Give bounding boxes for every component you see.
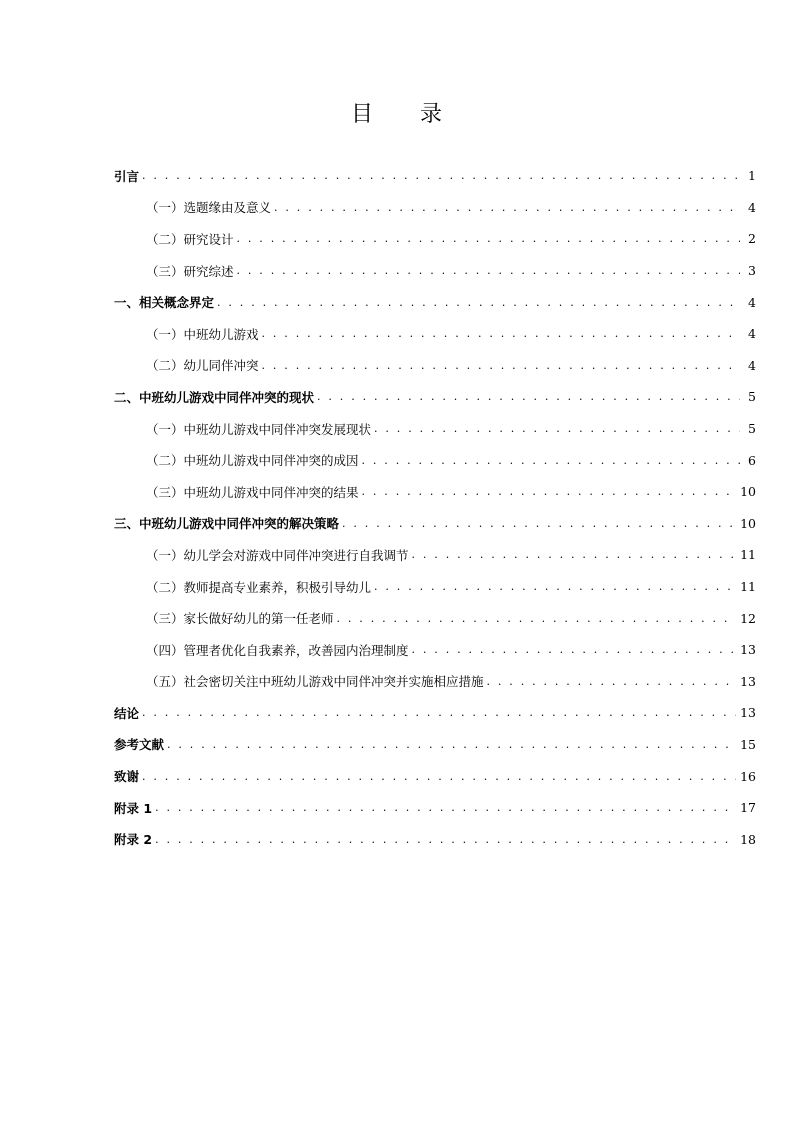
toc-entry-page-number: 2: [748, 231, 756, 247]
toc-entry[interactable]: [114, 255, 756, 287]
toc-entry-label: （四）管理者优化自我素养，改善园内治理制度: [146, 642, 409, 658]
toc-list: [114, 160, 756, 855]
toc-entry-label: 致谢: [114, 769, 140, 785]
toc-dot-leader: [362, 454, 740, 467]
toc-entry-page-number: 13: [740, 705, 756, 721]
toc-entry-label: （一）中班幼儿游戏: [146, 326, 259, 342]
toc-entry[interactable]: [114, 697, 756, 729]
toc-dot-leader: [374, 422, 740, 435]
toc-entry[interactable]: [114, 476, 756, 508]
toc-entry-page-number: 11: [740, 547, 756, 563]
toc-entry-label: （二）研究设计: [146, 231, 234, 247]
toc-entry-page-number: 10: [740, 515, 756, 531]
toc-entry[interactable]: [114, 823, 756, 855]
toc-dot-leader: [155, 801, 736, 814]
toc-dot-leader: [217, 296, 740, 309]
toc-dot-leader: [142, 770, 736, 783]
toc-dot-leader: [262, 327, 740, 340]
toc-entry[interactable]: [114, 792, 756, 824]
toc-entry-label: 三、中班幼儿游戏中同伴冲突的解决策略: [114, 516, 340, 532]
toc-entry-label: 结论: [114, 705, 140, 721]
toc-entry-label: 引言: [114, 168, 140, 184]
toc-entry[interactable]: [114, 539, 756, 571]
toc-entry-page-number: 17: [740, 800, 756, 816]
toc-entry-page-number: 15: [740, 736, 756, 752]
toc-entry[interactable]: [114, 634, 756, 666]
toc-entry-page-number: 1: [748, 168, 756, 184]
toc-title: 目 录: [351, 102, 462, 127]
toc-dot-leader: [237, 264, 740, 277]
toc-entry-page-number: 10: [740, 484, 756, 500]
toc-entry-label: （五）社会密切关注中班幼儿游戏中同伴冲突并实施相应措施: [146, 674, 484, 690]
toc-dot-leader: [412, 643, 737, 656]
toc-entry[interactable]: [114, 192, 756, 224]
toc-dot-leader: [412, 548, 737, 561]
toc-entry-label: 附录 1: [114, 800, 153, 816]
toc-dot-leader: [155, 833, 736, 846]
toc-entry-label: （三）中班幼儿游戏中同伴冲突的结果: [146, 484, 359, 500]
toc-entry[interactable]: [114, 602, 756, 634]
toc-entry-page-number: 18: [740, 831, 756, 847]
toc-dot-leader: [237, 232, 740, 245]
toc-entry[interactable]: [114, 444, 756, 476]
toc-entry-page-number: 11: [740, 579, 756, 595]
toc-entry[interactable]: [114, 413, 756, 445]
toc-entry-page-number: 4: [748, 326, 756, 342]
toc-entry-label: 附录 2: [114, 832, 153, 848]
toc-entry-page-number: 4: [748, 357, 756, 373]
toc-entry-label: （二）中班幼儿游戏中同伴冲突的成因: [146, 453, 359, 469]
toc-dot-leader: [487, 675, 737, 688]
toc-entry[interactable]: [114, 729, 756, 761]
toc-entry-page-number: 12: [740, 610, 756, 626]
toc-dot-leader: [317, 390, 740, 403]
toc-entry-label: （一）中班幼儿游戏中同伴冲突发展现状: [146, 421, 372, 437]
toc-entry-page-number: 4: [748, 199, 756, 215]
toc-dot-leader: [337, 612, 737, 625]
toc-entry-page-number: 3: [748, 263, 756, 279]
toc-entry[interactable]: [114, 508, 756, 540]
toc-entry-page-number: 5: [748, 389, 756, 405]
toc-entry[interactable]: [114, 350, 756, 382]
toc-entry[interactable]: [114, 286, 756, 318]
toc-entry[interactable]: [114, 381, 756, 413]
toc-entry[interactable]: [114, 760, 756, 792]
toc-dot-leader: [142, 169, 740, 182]
toc-entry-label: （三）家长做好幼儿的第一任老师: [146, 611, 334, 627]
toc-entry[interactable]: [114, 318, 756, 350]
toc-entry-label: 参考文献: [114, 737, 165, 753]
toc-dot-leader: [142, 706, 736, 719]
toc-entry-label: 二、中班幼儿游戏中同伴冲突的现状: [114, 389, 315, 405]
toc-dot-leader: [274, 201, 740, 214]
toc-entry[interactable]: [114, 571, 756, 603]
toc-entry-page-number: 5: [748, 421, 756, 437]
toc-entry-label: （三）研究综述: [146, 263, 234, 279]
toc-entry-label: （一）选题缘由及意义: [146, 200, 272, 216]
toc-entry[interactable]: [114, 160, 756, 192]
toc-entry-page-number: 13: [740, 642, 756, 658]
toc-dot-leader: [342, 517, 736, 530]
toc-entry-label: （二）幼儿同伴冲突: [146, 358, 259, 374]
toc-dot-leader: [167, 738, 736, 751]
toc-dot-leader: [374, 580, 736, 593]
toc-entry-page-number: 4: [748, 294, 756, 310]
toc-entry-label: （一）幼儿学会对游戏中同伴冲突进行自我调节: [146, 547, 409, 563]
toc-dot-leader: [262, 359, 740, 372]
toc-dot-leader: [362, 485, 737, 498]
toc-entry-page-number: 13: [740, 673, 756, 689]
toc-entry-page-number: 6: [748, 452, 756, 468]
toc-entry[interactable]: [114, 666, 756, 698]
toc-entry-label: 一、相关概念界定: [114, 295, 215, 311]
toc-entry-page-number: 16: [740, 768, 756, 784]
toc-entry[interactable]: [114, 223, 756, 255]
toc-entry-label: （二）教师提高专业素养，积极引导幼儿: [146, 579, 372, 595]
